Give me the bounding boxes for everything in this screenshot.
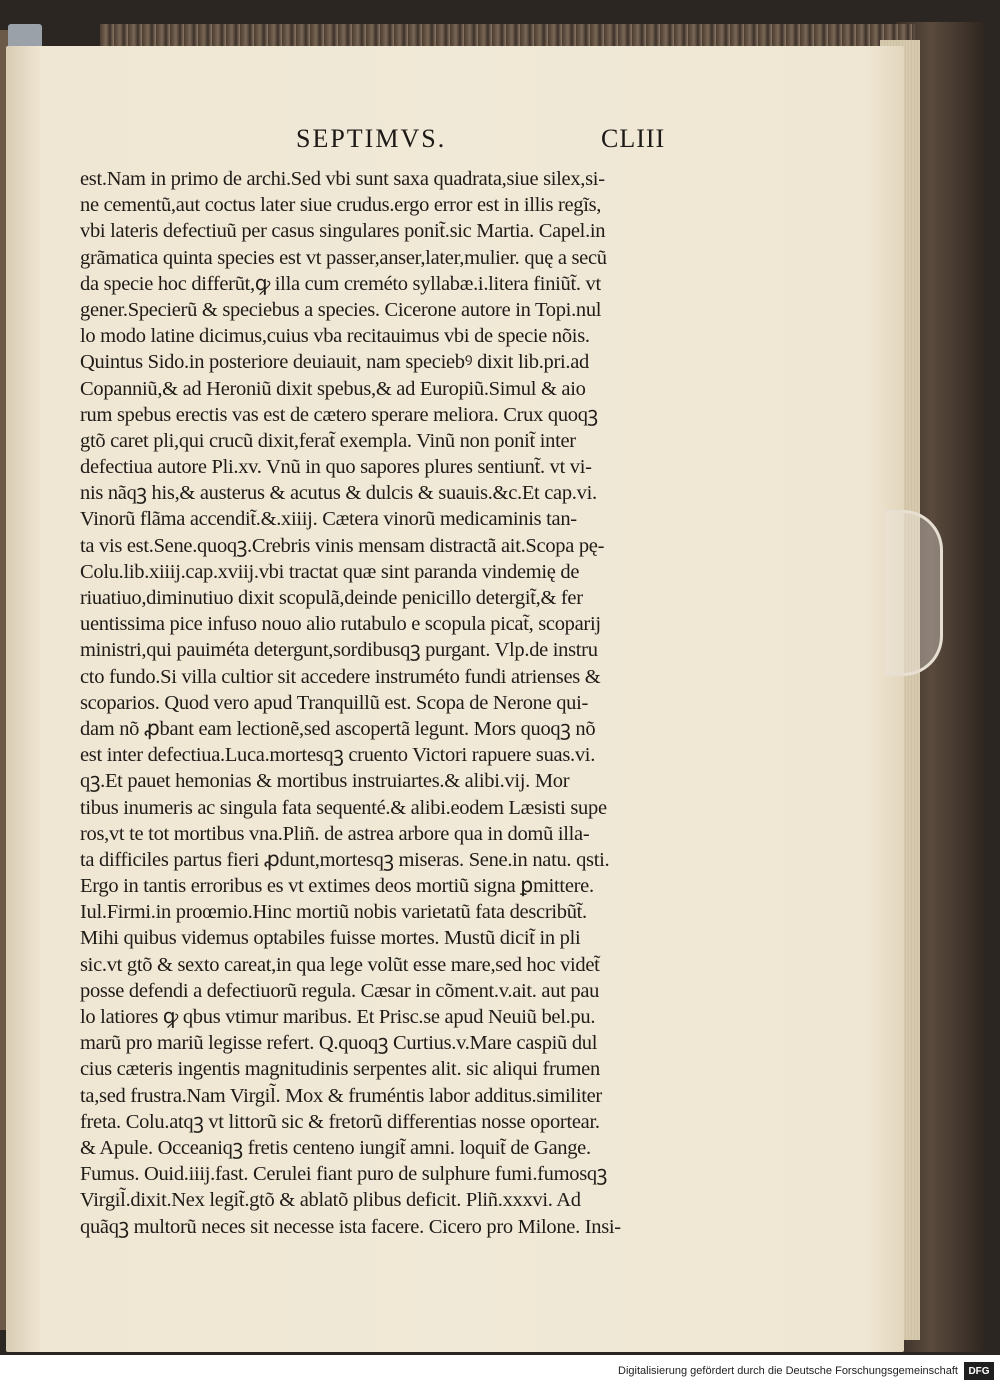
text-line: lo modo latine dicimus,cuius vba recitauimus vbi de specie nõis.: [80, 325, 590, 348]
text-line: scoparios. Quod vero apud Tranquillũ est. Scopa de Nerone qui-: [80, 691, 589, 714]
text-line: rum spebus erectis vas est de cætero sperare meliora. Crux quoqꝫ: [80, 403, 598, 426]
text-line: tibus inumeris ac singula fata sequenté.& alibi.eodem Læsisti supe: [80, 796, 607, 819]
text-line: vbi lateris defectiuũ per casus singulares ponit̃.sic Martia. Capel.in: [80, 220, 606, 243]
text-line: Quintus Sido.in posteriore deuiauit, nam speciebꝰ dixit lib.pri.ad: [80, 351, 589, 374]
text-line: Copanniũ,& ad Heroniũ dixit spebus,& ad Europiũ.Simul & aio: [80, 377, 586, 400]
footer-bar: [0, 1355, 1000, 1389]
text-line: cto fundo.Si villa cultior sit accedere instruméto fundi atrienses &: [80, 665, 601, 688]
text-line: riuatiuo,diminutiuo dixit scopulã,deinde penicillo detergit̃,& fer: [80, 587, 583, 609]
text-line: Vinorũ flãma accendit̃.&.xiiij. Cætera vinorũ medicaminis tan-: [80, 508, 577, 531]
text-line: ta,sed frustra.Nam Virgil̃. Mox & fruméntis labor additus.similiter: [80, 1084, 602, 1107]
text-line: defectiua autore Pli.xv. Vnũ in quo sapores plures sentiunt̃. vt vi-: [80, 456, 592, 479]
text-line: qꝫ.Et pauet hemonias & mortibus instruiartes.& alibi.vij. Mor: [80, 770, 570, 793]
text-line: Mihi quibus videmus optabiles fuisse mortes. Mustũ dicit̃ in pli: [80, 927, 581, 950]
page-header: [296, 124, 696, 164]
text-line: gtõ caret pli,qui crucũ dixit,ferat̃ exempla. Vinũ non ponit̃ inter: [80, 429, 576, 452]
text-line: Virgil̃.dixit.Nex legit̃.gtõ & ablatõ plibus deficit. Pliñ.xxxvi. Ad: [80, 1189, 581, 1212]
text-line: posse defendi a defectiuorũ regula. Cæsar in cõment.v.ait. aut pau: [80, 979, 600, 1002]
text-line: ta vis est.Sene.quoqꝫ.Crebris vinis mensam distractã ait.Scopa pę-: [80, 534, 605, 557]
text-line: freta. Colu.atqꝫ vt littorũ sic & fretorũ differentias nosse oportear.: [80, 1110, 600, 1133]
text-line: quãqꝫ multorũ neces sit necesse ista facere. Cicero pro Milone. Insi-: [80, 1215, 621, 1238]
text-line: Fumus. Ouid.iiij.fast. Cerulei fiant puro de sulphure fumi.fumosqꝫ: [80, 1163, 608, 1186]
text-line: sic.vt gtõ & sexto careat,in qua lege volũt esse mare,sed hoc videt̃: [80, 953, 600, 976]
text-block: [80, 166, 720, 1240]
text-line: ministri,qui pauiméta detergunt,sordibusqꝫ purgant. Vlp.de instru: [80, 639, 598, 662]
text-line: nis nãqꝫ his,& austerus & acutus & dulcis & suauis.&c.Et cap.vi.: [80, 482, 597, 505]
text-line: grãmatica quinta species est vt passer,anser,later,mulier. quę a secũ: [80, 246, 607, 269]
folio-number: CLIII: [601, 124, 666, 153]
clasp-strap: [885, 510, 943, 676]
text-line: da specie hoc differũt,ꝙ illa cum creméto syllabæ.i.litera finiũt̃. vt: [80, 272, 601, 295]
text-line: ne cementũ,aut coctus later siue crudus.ergo error est in illis regĩs,: [80, 194, 602, 217]
text-line: Ergo in tantis erroribus es vt extimes deos mortiũ signa ꝑmittere.: [80, 875, 594, 898]
funding-credit: Digitalisierung gefördert durch die Deutsche Forschungsgemeinschaft: [618, 1365, 958, 1377]
running-title: SEPTIMVS.: [296, 124, 447, 153]
text-line: Iul.Firmi.in proœmio.Hinc mortiũ nobis varietatũ fata describũt̃.: [80, 901, 587, 924]
text-line: lo latiores ꝙ qbus vtimur maribus. Et Prisc.se apud Neuiũ bel.pu.: [80, 1006, 596, 1028]
text-line: dam nõ ꝓbant eam lectionẽ,sed ascopertã legunt. Mors quoqꝫ nõ: [80, 717, 596, 740]
dfg-logo: DFG: [964, 1362, 994, 1380]
text-line: marũ pro mariũ legisse refert. Q.quoqꝫ Curtius.v.Mare caspiũ dul: [80, 1032, 598, 1055]
text-line: Colu.lib.xiiij.cap.xviij.vbi tractat quæ sint paranda vindemię de: [80, 560, 580, 583]
text-line: & Apule. Occeaniqꝫ fretis centeno iungit̃ amni. loquit̃ de Gange.: [80, 1136, 591, 1159]
text-line: cius cæteris ingentis magnitudinis serpentes alit. sic aliqui frumen: [80, 1058, 600, 1081]
text-line: est.Nam in primo de archi.Sed vbi sunt saxa quadrata,siue silex,si-: [80, 168, 605, 190]
text-line: ta difficiles partus fieri ꝓdunt,mortesqꝫ miseras. Sene.in natu. qsti.: [80, 848, 610, 871]
text-line: uentissima pice infuso nouo alio rutabulo e scopula picat̃, scoparij: [80, 613, 601, 636]
text-line: ros,vt te tot mortibus vna.Pliñ. de astrea arbore qua in domũ illa-: [80, 822, 590, 845]
text-line: gener.Specierũ & speciebus a species. Cicerone autore in Topi.nul: [80, 298, 602, 321]
text-line: est inter defectiua.Luca.mortesqꝫ cruento Victori rapuere suas.vi.: [80, 744, 596, 767]
book-page: [6, 46, 904, 1352]
